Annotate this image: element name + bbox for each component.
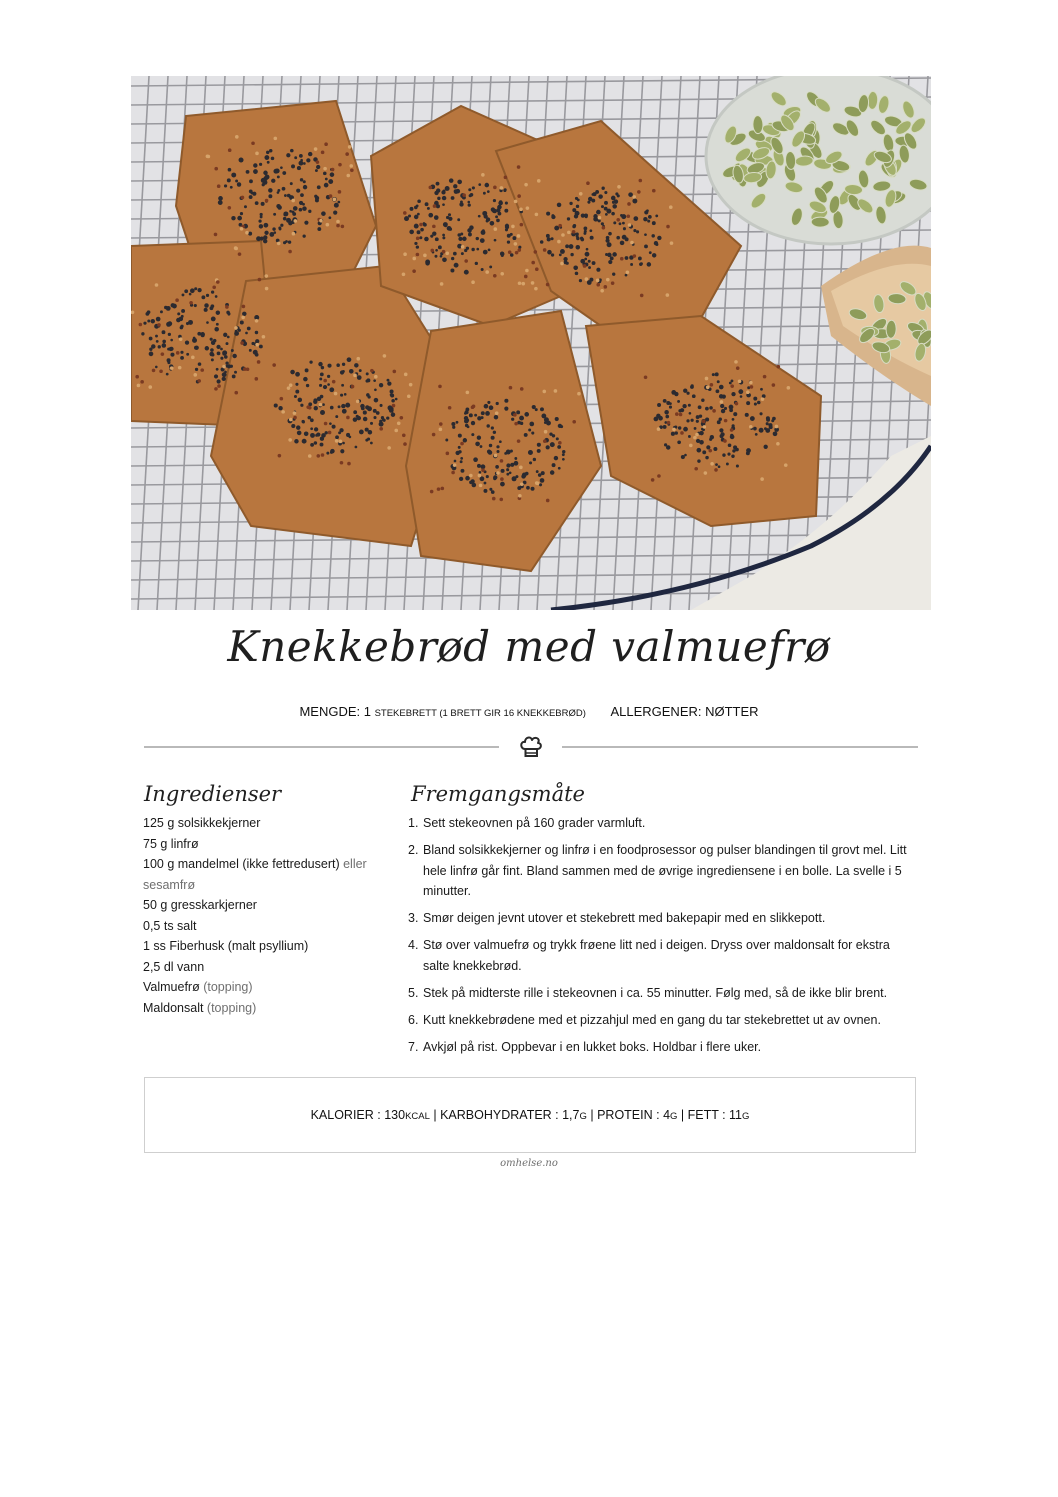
ingredients-heading: Ingredienser	[144, 782, 282, 806]
ingredient-item: 0,5 ts salt	[143, 918, 197, 933]
allergens: ALLERGENER: NØTTER	[610, 704, 759, 719]
method-step: 2. Bland solsikkekjerner og linfrø i en foodprosessor og pulser blandingen til grovt mel. Litt hele linfrø går fint. Bland sammen med de øvrige ingrediensene i en bolle. La svelle i 5 minutter.	[408, 843, 907, 898]
ingredient-item: 125 g solsikkekjerner	[143, 816, 261, 830]
divider-right	[562, 746, 918, 748]
ingredient-item: 1 ss Fiberhusk (malt psyllium)	[143, 939, 309, 953]
amount-detail: STEKEBRETT (1 BRETT GIR 16 KNEKKEBRØD)	[374, 708, 586, 719]
nutrition-box: KALORIER : 130KCAL | KARBOHYDRATER : 1,7G | PROTEIN : 4G | FETT : 11G	[144, 1077, 916, 1153]
ingredient-item: Valmuefrø (topping)	[143, 980, 253, 994]
method-steps	[408, 813, 913, 1064]
hero-photo	[131, 76, 931, 610]
recipe-title: Knekkebrød med valmuefrø	[227, 622, 831, 671]
ingredient-item: 2,5 dl vann	[143, 959, 205, 974]
divider-left	[144, 746, 499, 748]
amount-label: MENGDE: 1	[299, 704, 371, 719]
method-step: 4. Stø over valmuefrø og trykk frøene litt ned i deigen. Dryss over maldonsalt for ekstra salte knekkebrød.	[408, 938, 890, 973]
ingredient-item: Maldonsalt (topping)	[143, 1000, 257, 1015]
recipe-meta	[0, 704, 1058, 719]
chef-hat-icon	[519, 734, 543, 760]
method-heading: Fremgangsmåte	[411, 782, 585, 806]
calories: KALORIER : 130	[310, 1108, 406, 1122]
ingredients-list	[143, 813, 383, 1018]
method-step: 1. Sett stekeovnen på 160 grader varmluft.	[408, 816, 646, 830]
protein: | PROTEIN : 4	[586, 1108, 671, 1122]
method-step: 3. Smør deigen jevnt utover et stekebrett med bakepapir med en slikkepott.	[408, 911, 826, 925]
method-step: 7. Avkjøl på rist. Oppbevar i en lukket boks. Holdbar i flere uker.	[408, 1039, 762, 1054]
fat: | FETT : 11	[677, 1108, 743, 1122]
method-step: 5. Stek på midterste rille i stekeovnen i ca. 55 minutter. Følg med, så de ikke blir brent.	[408, 985, 888, 1000]
ingredient-item: 75 g linfrø	[143, 836, 199, 851]
method-step: 6. Kutt knekkebrødene med et pizzahjul med en gang du tar stekebrettet ut av ovnen.	[408, 1012, 881, 1027]
ingredient-item: 100 g mandelmel (ikke fettredusert) eller sesamfrø	[143, 857, 367, 892]
ingredient-item: 50 g gresskarkjerner	[143, 898, 257, 912]
footer-site: omhelse.no	[500, 1158, 558, 1169]
carbs: | KARBOHYDRATER : 1,7	[429, 1108, 580, 1122]
